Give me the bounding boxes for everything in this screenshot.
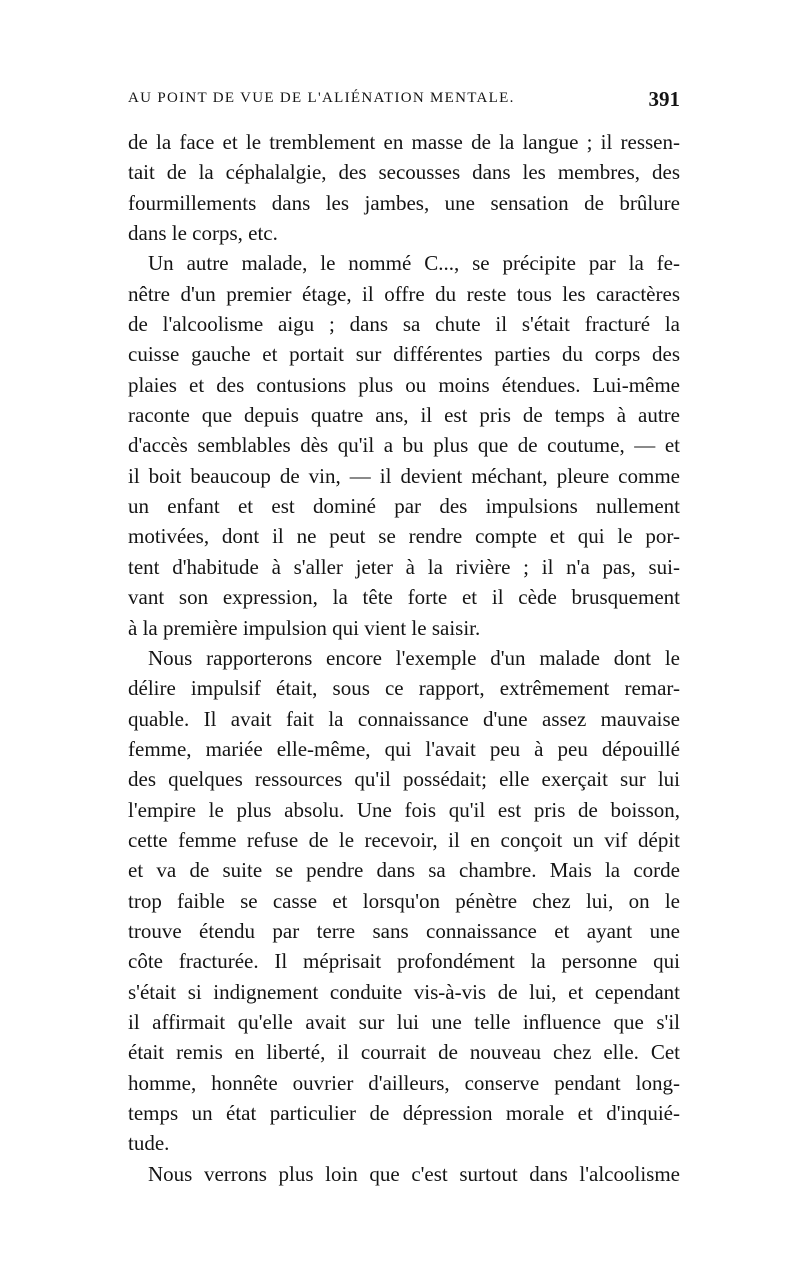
text-line: était remis en liberté, il courrait de nouveau chez elle. Cet (128, 1040, 680, 1065)
text-line: il boit beaucoup de vin, — il devient méchant, pleure comme (128, 463, 680, 488)
text-line: nêtre d'un premier étage, il offre du reste tous les caractères (128, 281, 680, 306)
text-line: des quelques ressources qu'il possédait; elle exerçait sur lui (128, 767, 680, 792)
text-line: raconte que depuis quatre ans, il est pris de temps à autre (128, 403, 680, 428)
text-line: de l'alcoolisme aigu ; dans sa chute il s'était fracturé la (128, 312, 680, 337)
text-line: femme, mariée elle-même, qui l'avait peu à peu dépouillé (128, 736, 680, 761)
text-line: tude. (128, 1131, 170, 1156)
text-line: l'empire le plus absolu. Une fois qu'il est pris de boisson, (128, 797, 680, 822)
running-title: AU POINT DE VUE DE L'ALIÉNATION MENTALE. (128, 90, 515, 106)
text-line: s'était si indignement conduite vis-à-vis de lui, et cependant (128, 979, 680, 1004)
text-line: délire impulsif était, sous ce rapport, extrêmement remar- (128, 676, 680, 701)
text-line: dans le corps, etc. (128, 221, 278, 246)
text-line: motivées, dont il ne peut se rendre compte et qui le por- (128, 524, 680, 549)
text-line: Nous rapporterons encore l'exemple d'un malade dont le (148, 645, 680, 670)
text-line: cette femme refuse de le recevoir, il en conçoit un vif dépit (128, 827, 680, 852)
text-line: homme, honnête ouvrier d'ailleurs, conserve pendant long- (128, 1070, 680, 1095)
text-line: cuisse gauche et portait sur différentes parties du corps des (128, 342, 680, 367)
text-line: d'accès semblables dès qu'il a bu plus que de coutume, — et (128, 433, 680, 458)
text-line: à la première impulsion qui vient le saisir. (128, 615, 481, 640)
text-line: trop faible se casse et lorsqu'on pénètre chez lui, on le (128, 888, 680, 913)
text-line: Un autre malade, le nommé C..., se précipite par la fe- (148, 251, 680, 276)
text-line: temps un état particulier de dépression morale et d'inquié- (128, 1101, 680, 1125)
text-line: et va de suite se pendre dans sa chambre. Mais la corde (128, 858, 680, 883)
text-line: fourmillements dans les jambes, une sensation de brûlure (128, 190, 680, 215)
text-line: côte fracturée. Il méprisait profondément la personne qui (128, 949, 680, 974)
text-line: un enfant et est dominé par des impulsions nullement (128, 494, 680, 519)
text-line: plaies et des contusions plus ou moins étendues. Lui-même (128, 372, 680, 397)
text-line: trouve étendu par terre sans connaissance et ayant une (128, 918, 680, 943)
text-line: tait de la céphalalgie, des secousses dans les membres, des (128, 160, 680, 185)
text-line: Nous verrons plus loin que c'est surtout dans l'alcoolisme (148, 1161, 680, 1186)
running-header (128, 87, 680, 111)
text-line: de la face et le tremblement en masse de la langue ; il ressen- (128, 130, 680, 154)
text-line: vant son expression, la tête forte et il cède brusquement (128, 585, 680, 610)
text-line: il affirmait qu'elle avait sur lui une telle influence que s'il (128, 1009, 680, 1034)
text-line: tent d'habitude à s'aller jeter à la rivière ; il n'a pas, sui- (128, 554, 680, 579)
text-line: quable. Il avait fait la connaissance d'une assez mauvaise (128, 706, 680, 731)
body-text (128, 127, 680, 1189)
page-number: 391 (648, 87, 680, 111)
